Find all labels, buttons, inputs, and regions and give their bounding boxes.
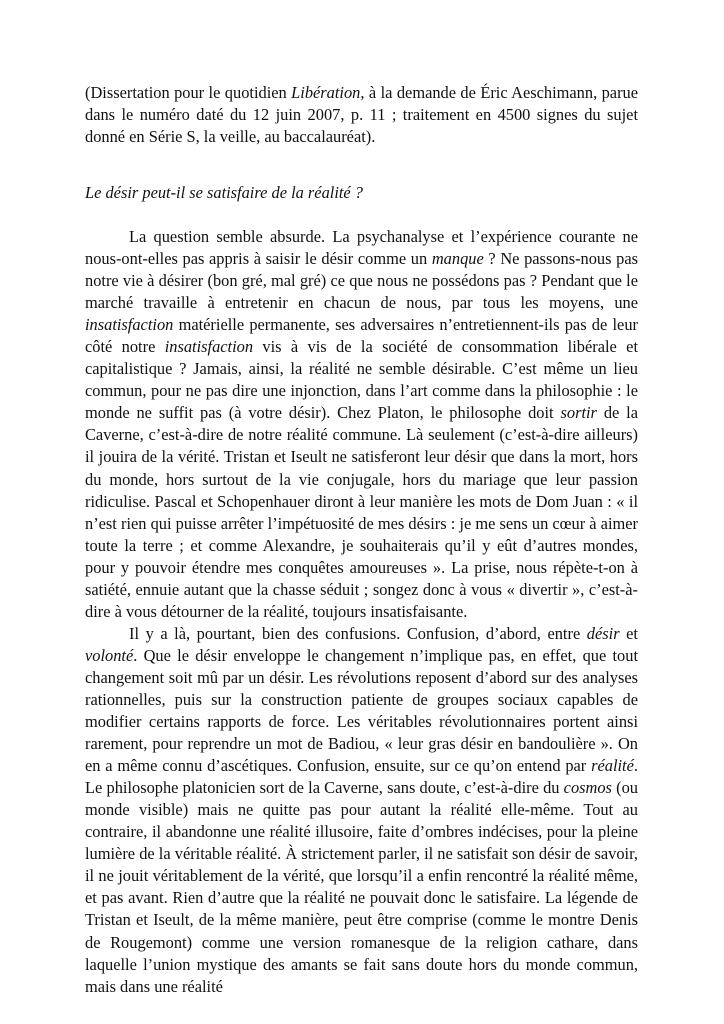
italic-term: insatisfaction	[164, 337, 254, 357]
text-run: Il y a là, pourtant, bien des confusions. Confusion, d’abord, entre	[129, 623, 587, 643]
paragraph-2	[85, 623, 638, 998]
italic-term: volonté	[85, 645, 134, 665]
text-run: matérielle permanente, ses adversaires n’entretiennent-ils pas de leur côté notre	[85, 315, 638, 357]
text-run: de la Caverne, c’est-à-dire de notre réalité commune. Là seulement (c’est-à-dire ailleurs) il jouira de la vérité. Tristan et Iseult ne satisferont leur désir que dans la mort, hors du monde, hors surtout de la vie conjugale, hors du mariage que leur passion ridiculise. Pascal et Schopenhauer diront à leur manière les mots de Dom Juan : « il n’est rien qui puisse arrêter l’impétuosité de mes désirs : je me sens un cœur à aimer toute la terre ; et comme Alexandre, je souhaiterais qu’il y eût d’autres mondes, pour y pouvoir étendre mes conquêtes amoureuses ». La prise, nous répète-t-on à satiété, ennuie autant que la chasse séduit ; songez donc à vous « divertir », c’est-à-dire à vous détourner de la réalité, toujours insatisfaisante.	[85, 403, 639, 621]
text-run: (ou monde visible) mais ne quitte pas pour autant la réalité elle-même. Tout au contraire, il abandonne une réalité illusoire, faite d’ombres indécises, pour la pleine lumière de la véritable réalité. À strictement parler, il ne satisfait son désir de savoir, il ne jouit véritablement de la vérité, que lorsqu’il a enfin rencontré la réalité même, et pas avant. Rien d’autre que la réalité ne pouvait donc le satisfaire. La légende de Tristan et Iseult, de la même manière, peut être comprise (comme le montre Denis de Rougemont) comme une version romanesque de la religion cathare, dans laquelle l’union mystique des amants se fait sans doute hors du monde commun, mais dans une réalité	[85, 778, 638, 996]
text-run: ? Ne passons-nous pas notre vie à désirer (bon gré, mal gré) ce que nous ne possédons pas ? Pendant que le marché travaille à entretenir en chacun de nous, par tous les moyens, une	[85, 249, 639, 313]
text-run: , à la demande de Éric Aeschimann, parue dans le numéro daté du 12 juin 2007, p. 11 ; traitement en 4500 signes du sujet donné en Série S, la veille, au baccalauréat).	[85, 83, 638, 147]
text-run: vis à vis de la société de consommation libérale et capitalistique ? Jamais, ainsi, la réalité ne semble désirable. C’est même un lieu commun, pour ne pas dire une injonction, dans l’art comme dans la philosophie : le monde ne suffit pas (à votre désir). Chez Platon, le philosophe doit	[85, 337, 638, 423]
document-page	[85, 82, 639, 996]
essay-subject: Le désir peut-il se satisfaire de la réalité ?	[85, 183, 364, 202]
text-run: (Dissertation pour le quotidien	[85, 83, 292, 102]
text-run: . Le philosophe platonicien sort de la Caverne, sans doute, c’est-à-dire du	[85, 756, 638, 798]
italic-term: réalité	[591, 756, 634, 776]
text-run: et	[619, 623, 638, 643]
italic-term: désir	[586, 623, 620, 643]
italic-term: Libération	[291, 83, 361, 102]
text-run: . Que le désir enveloppe le changement n’implique pas, en effet, que tout changement soit mû par un désir. Les révolutions reposent d’abord sur des analyses rationnelles, puis sur la construction patiente de groupes sociaux capables de modifier certains rapports de force. Les véritables révolutionnaires portent ainsi rarement, pour reprendre un mot de Badiou, « leur gras désir en bandoulière ». On en a même connu d’ascétiques. Confusion, ensuite, sur ce qu’on entend par	[85, 645, 638, 776]
italic-term: manque	[431, 249, 484, 269]
italic-term: insatisfaction	[85, 315, 174, 335]
italic-term: sortir	[560, 403, 597, 423]
essay-body	[85, 226, 638, 998]
italic-term: cosmos	[563, 778, 612, 798]
paragraph-1	[85, 226, 638, 623]
text-run: La question semble absurde. La psychanalyse et l’expérience courante ne nous-ont-elles pas appris à saisir le désir comme un	[85, 227, 638, 269]
intro-note	[85, 82, 638, 148]
